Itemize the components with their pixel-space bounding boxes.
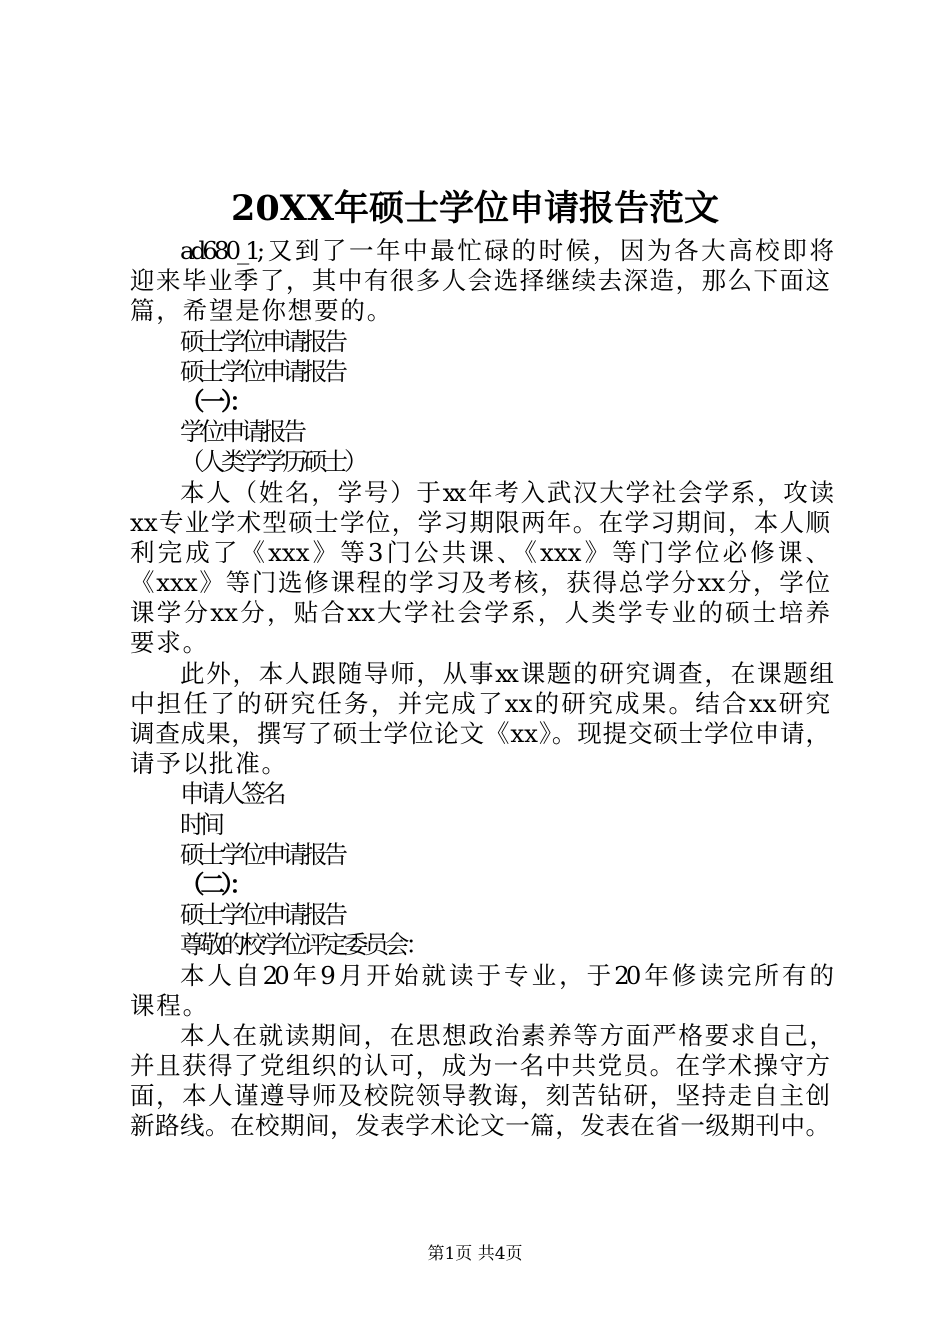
paragraph-line: 此外，本人跟随导师，从事xx课题的研究调查，在课题组: [180, 658, 830, 688]
paragraph-line: xx专业学术型硕士学位，学习期限两年。在学习期间，本人顺: [130, 507, 830, 537]
paragraph-line: 新路线。在校期间，发表学术论文一篇，发表在省一级期刊中。: [130, 1111, 830, 1141]
paragraph-line: （二）：: [180, 869, 250, 899]
paragraph-line: 硕士学位申请报告: [180, 900, 344, 930]
paragraph-line: 学位申请报告: [180, 417, 303, 447]
paragraph-line: 篇，希望是你想要的。: [130, 296, 393, 326]
paragraph-line: 时间: [180, 809, 221, 839]
paragraph-line: 调查成果，撰写了硕士学位论文《xx》。现提交硕士学位申请，: [130, 719, 830, 748]
paragraph-line: 硕士学位申请报告: [180, 326, 344, 356]
paragraph-line: 面，本人谨遵导师及校院领导教诲，刻苦钻研，坚持走自主创: [130, 1081, 830, 1111]
paragraph-line: 利完成了《xxx》等3门公共课、《xxx》等门学位必修课、: [130, 537, 830, 567]
paragraph-line: ad680_1;又到了一年中最忙碌的时候，因为各大高校即将: [180, 236, 830, 265]
paragraph-line: 课学分xx分，贴合xx大学社会学系，人类学专业的硕士培养: [130, 598, 830, 628]
paragraph-line: 本人在就读期间，在思想政治素养等方面严格要求自己，: [180, 1020, 830, 1050]
paragraph-line: 尊敬的校学位评定委员会：: [180, 930, 426, 960]
paragraph-line: 迎来毕业季了，其中有很多人会选择继续去深造，那么下面这: [130, 266, 830, 296]
page-number: 第1页 共4页: [427, 1244, 523, 1264]
paragraph-line: 硕士学位申请报告: [180, 356, 344, 386]
paragraph-line: 请予以批准。: [130, 749, 288, 779]
document-title: 20XX年硕士学位申请报告范文: [230, 188, 720, 229]
paragraph-line: 课程。: [130, 990, 209, 1020]
paragraph-line: （一）：: [180, 386, 250, 416]
document-body: [130, 236, 830, 1142]
paragraph-line: 并且获得了党组织的认可，成为一名中共党员。在学术操守方: [130, 1051, 830, 1081]
paragraph-line: 申请人签名: [180, 779, 283, 809]
paragraph-line: 要求。: [130, 628, 209, 658]
paragraph-line: 《xxx》等门选修课程的学习及考核，获得总学分xx分，学位: [130, 568, 830, 598]
paragraph-line: （人类学学历硕士）: [180, 447, 365, 477]
paragraph-line: 硕士学位申请报告: [180, 839, 344, 869]
paragraph-line: 本人自20年9月开始就读于专业，于20年修读完所有的: [180, 960, 830, 990]
paragraph-line: 本人（姓名，学号）于xx年考入武汉大学社会学系，攻读: [180, 477, 830, 507]
paragraph-line: 中担任了的研究任务，并完成了xx的研究成果。结合xx研究: [130, 688, 830, 718]
